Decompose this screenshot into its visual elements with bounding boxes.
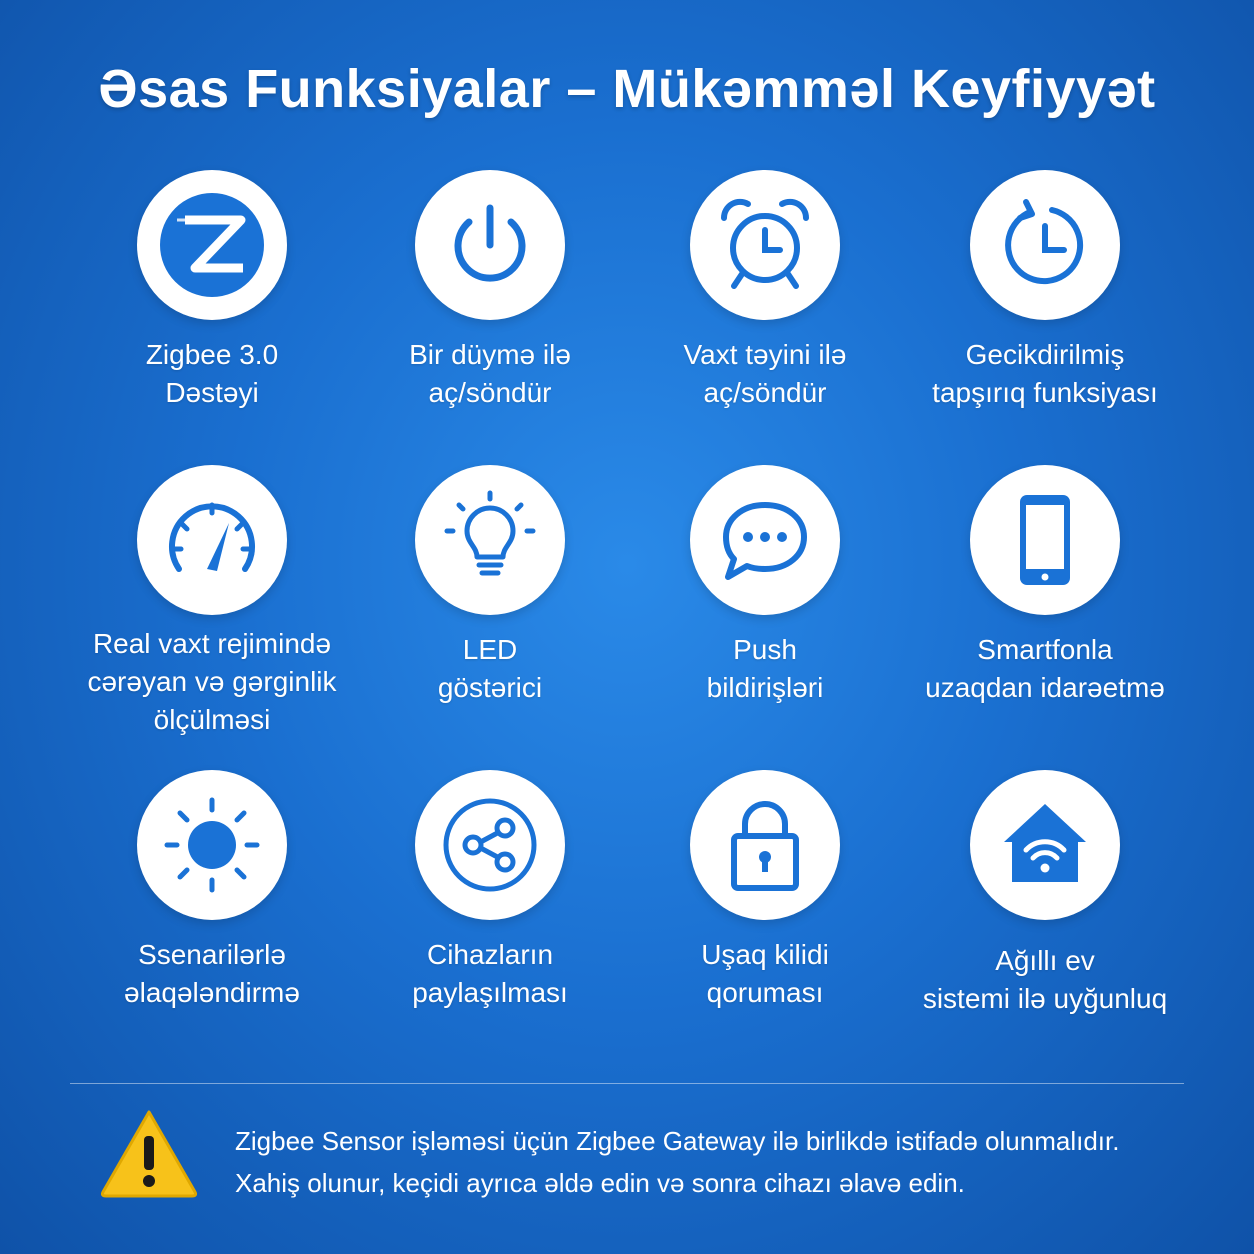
feature-label-line: Ssenarilərlə [138, 939, 286, 970]
lightbulb-icon [435, 485, 545, 595]
smart-home-icon [990, 790, 1100, 900]
page-title: Əsas Funksiyalar – Mükəmməl Keyfiyyət [98, 59, 1156, 119]
feature-label-line: Cihazların [426, 939, 554, 970]
feature-icon-circle [415, 770, 565, 920]
feature-label [620, 631, 910, 707]
smartphone-icon [990, 485, 1100, 595]
warning-icon [97, 1106, 201, 1200]
alarm-clock-icon [710, 190, 820, 300]
feature-icon-circle [137, 770, 287, 920]
feature-label-line: göstərici [437, 672, 543, 703]
feature-icon-circle [137, 465, 287, 615]
feature-label [345, 631, 635, 707]
feature-label-line: Real vaxt rejimində [92, 628, 332, 659]
feature-label-line: aç/söndür [428, 377, 552, 408]
feature-label [67, 336, 357, 412]
feature-icon-circle [415, 170, 565, 320]
feature-icon-circle [970, 465, 1120, 615]
feature-label-line: əlaqələndirmə [124, 977, 300, 1008]
feature-icon-circle [970, 770, 1120, 920]
notice-line: Xahiş olunur, keçidi ayrıca əldə edin və sonra cihazı əlavə edin. [235, 1168, 965, 1198]
timer-icon [990, 190, 1100, 300]
share-icon [435, 790, 545, 900]
feature-icon-circle [970, 170, 1120, 320]
feature-icon-circle [690, 465, 840, 615]
feature-icon-circle [137, 170, 287, 320]
power-icon [435, 190, 545, 300]
feature-label-line: qoruması [706, 977, 824, 1008]
feature-label [900, 942, 1190, 1018]
feature-icon-circle [690, 170, 840, 320]
feature-label [67, 625, 357, 739]
feature-label [620, 336, 910, 412]
feature-label-line: Gecikdirilmiş [965, 339, 1125, 370]
feature-label-line: Dəstəyi [165, 377, 259, 408]
feature-label-line: Bir düymə ilə [409, 339, 571, 370]
chat-bubble-icon [710, 485, 820, 595]
feature-label-line: ölçülməsi [153, 704, 271, 735]
feature-label-line: tapşırıq funksiyası [932, 377, 1158, 408]
feature-label-line: LED [462, 634, 518, 665]
feature-label-line: paylaşılması [412, 977, 568, 1008]
feature-label-line: Push [733, 634, 797, 665]
gateway-notice [235, 1120, 1215, 1204]
feature-label [67, 936, 357, 1012]
feature-label-line: Ağıllı ev [995, 945, 1095, 976]
feature-label-line: aç/söndür [703, 377, 827, 408]
lock-icon [710, 790, 820, 900]
feature-label-line: uzaqdan idarəetmə [925, 672, 1165, 703]
zigbee-icon [157, 190, 267, 300]
feature-label-line: Vaxt təyini ilə [683, 339, 847, 370]
feature-label [620, 936, 910, 1012]
feature-icon-circle [415, 465, 565, 615]
feature-label [345, 936, 635, 1012]
feature-label-line: sistemi ilə uyğunluq [922, 983, 1168, 1014]
feature-label-line: Zigbee 3.0 [145, 339, 279, 370]
feature-label [900, 631, 1190, 707]
feature-label-line: Smartfonla [977, 634, 1113, 665]
notice-line: Zigbee Sensor işləməsi üçün Zigbee Gateway ilə birlikdə istifadə olunmalıdır. [235, 1126, 1120, 1156]
feature-label-line: Uşaq kilidi [701, 939, 829, 970]
gauge-icon [157, 485, 267, 595]
feature-label [345, 336, 635, 412]
feature-label-line: cərəyan və gərginlik [87, 666, 337, 697]
divider [70, 1083, 1184, 1084]
sun-icon [157, 790, 267, 900]
feature-label-line: bildirişləri [706, 672, 824, 703]
feature-icon-circle [690, 770, 840, 920]
feature-label [900, 336, 1190, 412]
